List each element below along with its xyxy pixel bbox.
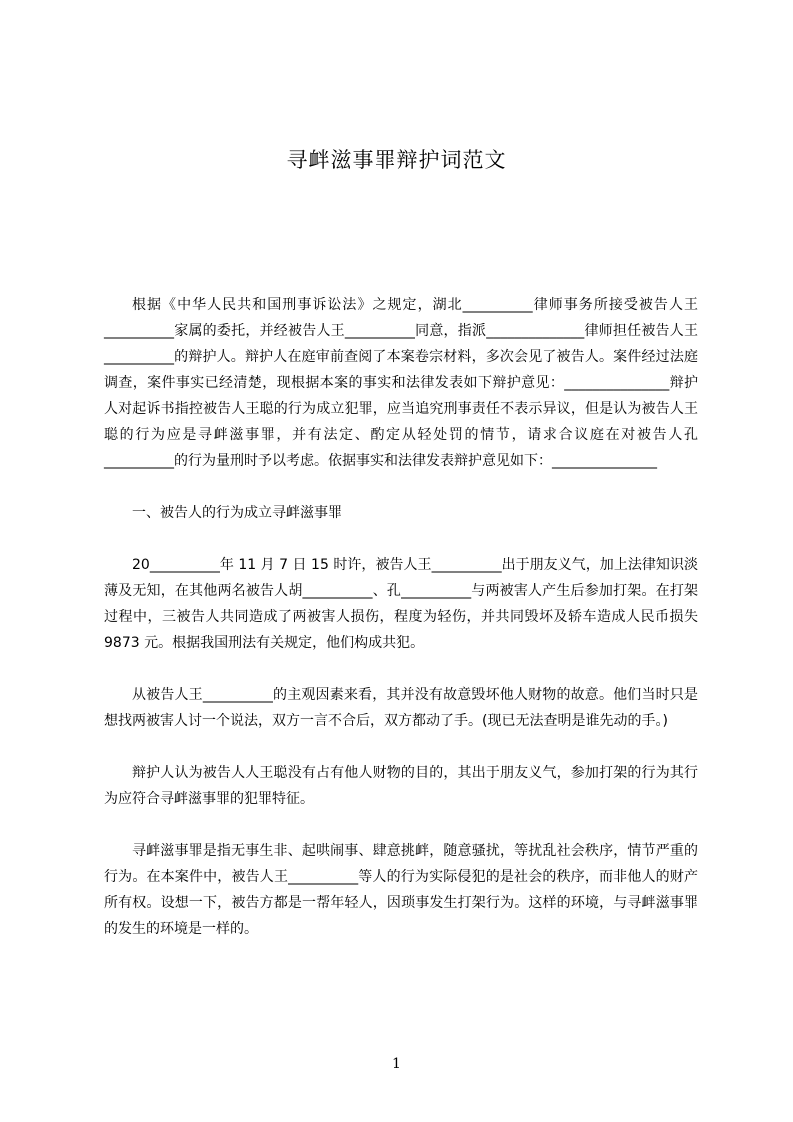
section-heading: 一、被告人的行为成立寻衅滋事罪 [132,505,342,521]
paragraph-intro: 根据《中华人民共和国刑事诉讼法》之规定，湖北__________律师事务所接受被告人王__________家属的委托，并经被告人王__________同意，指派______________律师担任被告人王__________的辩护人。辩护人在庭审前查阅了本案卷宗材料，多次会见了被告人。案件经过法庭调查，案件事实已经清楚，现根据本案的事实和法律发表如下辩护意见：_______________辩护人对起诉书指控被告人王聪的行为成立犯罪，应当追究刑事责任不表示异议，但是认为被告人王聪的行为应是寻衅滋事罪，并有法定、酌定从轻处罚的情节，请求合议庭在对被告人孔__________的行为量刑时予以考虑。依据事实和法律发表辩护意见如下：_______________ [104,297,698,469]
paragraph-subjective: 从被告人王__________的主观因素来看，其并没有故意毁坏他人财物的故意。他们当时只是想找两被害人讨一个说法，双方一言不合后，双方都动了手。(现已无法查明是谁先动的手。) [104,687,698,729]
paragraph-opinion: 辩护人认为被告人人王聪没有占有他人财物的目的，其出于朋友义气，参加打架的行为其行为应符合寻衅滋事罪的犯罪特征。 [104,765,698,807]
paragraph-definition: 寻衅滋事罪是指无事生非、起哄闹事、肆意挑衅，随意骚扰，等扰乱社会秩序，情节严重的行为。在本案件中，被告人王__________等人的行为实际侵犯的是社会的秩序，而非他人的财产所有权。设想一下，被告方都是一帮年轻人，因琐事发生打架行为。这样的环境，与寻衅滋事罪的发生的环境是一样的。 [104,843,698,937]
paragraph-facts: 20__________年 11 月 7 日 15 时许，被告人王__________出于朋友义气，加上法律知识淡薄及无知，在其他两名被告人胡__________、孔__________与两被害人产生后参加打架。在打架过程中，三被告人共同造成了两被害人损伤，程度为轻伤，并共同毁坏及轿车造成人民币损失 9873 元。根据我国刑法有关规定，他们构成共犯。 [104,557,698,651]
page-number: 1 [392,1056,401,1072]
document-title: 寻衅滋事罪辩护词范文 [286,148,507,172]
document-body [104,292,698,942]
